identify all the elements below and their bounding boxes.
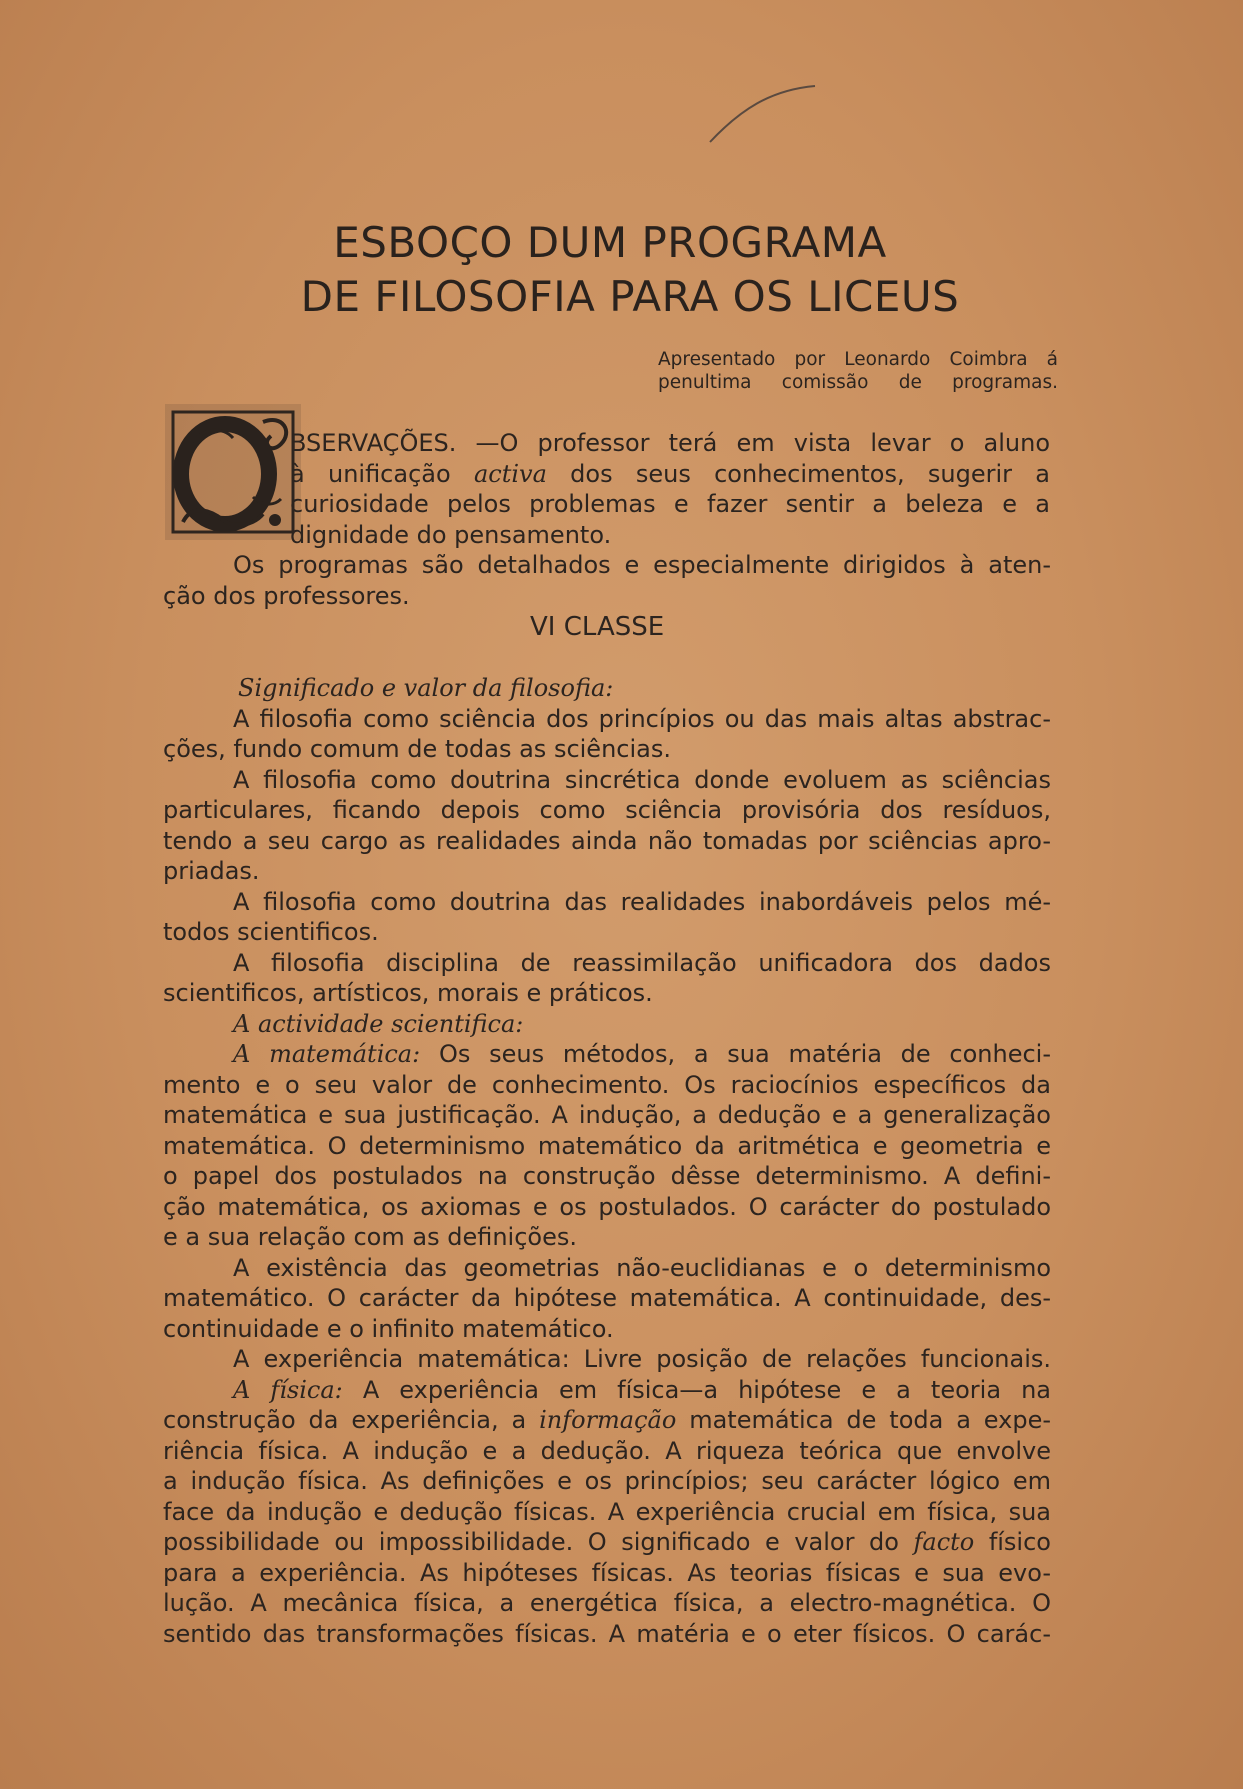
obs-line: BSERVAÇÕES. —O professor terá em vista levar o aluno [290,429,1050,457]
body-line: matemática e sua justificação. A indução, a dedução e a generalização [163,1101,1051,1129]
body-line: scientificos, artísticos, morais e práticos. [163,979,653,1007]
section-heading: A actividade scientifica: [233,1009,524,1038]
pencil-mark-icon [700,80,820,150]
body-line: todos scientificos. [163,918,379,946]
obs-line: dignidade do pensamento. [290,520,612,549]
body-line: mento e o seu valor de conhecimento. Os raciocínios específicos da [163,1070,1051,1099]
body-line: A física: A experiência em física—a hipótese e a teoria na [233,1375,1051,1404]
body-line: A filosofia como doutrina sincrética donde evoluem as sciências [233,765,1051,794]
body-line: a indução física. As definições e os princípios; seu carácter lógico em [163,1467,1051,1495]
body-line: construção da experiência, a informação matemática de toda a expe- [163,1406,1051,1434]
classe-heading: VI CLASSE [530,612,665,642]
body-line: Os programas são detalhados e especialmente dirigidos à aten- [233,551,1051,579]
attribution [658,348,1058,394]
body-line: ções, fundo comum de todas as sciências. [163,735,671,763]
body-line: continuidade e o infinito matemático. [163,1314,614,1343]
obs-line: curiosidade pelos problemas e fazer sentir a beleza e a [290,490,1050,518]
body-line: tendo a seu cargo as realidades ainda não tomadas por sciências apro- [163,826,1051,855]
title-line-2: DE FILOSOFIA PARA OS LICEUS [300,272,960,321]
section-heading: Significado e valor da filosofia: [238,674,614,702]
programas-paragraph [163,550,1051,611]
body-line: particulares, ficando depois como sciência provisória dos resíduos, [163,796,1051,824]
body-line: matemática. O determinismo matemático da aritmética e geometria e [163,1131,1051,1160]
body-line: riência física. A indução e a dedução. A riqueza teórica que envolve [163,1436,1051,1465]
body-line: A matemática: Os seus métodos, a sua matéria de conheci- [233,1040,1052,1068]
subheading: A física: [233,1375,343,1404]
title-line-1: ESBOÇO DUM PROGRAMA [333,218,887,267]
body-line: lução. A mecânica física, a energética física, a electro-magnética. O [163,1589,1051,1617]
body-line: possibilidade ou impossibilidade. O significado e valor do facto físico [163,1528,1051,1556]
body-line: face da indução e dedução físicas. A experiência crucial em física, sua [163,1497,1051,1526]
body-line: A existência das geometrias não-euclidianas e o determinismo [233,1253,1051,1282]
body-line: e a sua relação com as definições. [163,1223,577,1251]
obs-line: à unificação activa dos seus conhecimentos, sugerir a [290,459,1050,488]
body-line: A experiência matemática: Livre posição de relações funcionais. [233,1345,1051,1373]
attribution-line-2: penultima comissão de programas. [658,372,1058,393]
body-line: ção matemática, os axiomas e os postulados. O carácter do postulado [163,1192,1051,1221]
attribution-line-1: Apresentado por Leonardo Coimbra á [658,349,1058,370]
body-line: A filosofia disciplina de reassimilação unificadora dos dados [233,948,1051,977]
observacoes-paragraph [290,428,1050,550]
body-line: matemático. O carácter da hipótese matemática. A continuidade, des- [163,1284,1051,1312]
body-line: para a experiência. As hipóteses físicas. As teorias físicas e sua evo- [163,1558,1051,1587]
ornate-dropcap-icon [163,402,303,542]
section-significado [163,673,1051,1649]
body-line: ção dos professores. [163,581,410,610]
subheading: A matemática: [233,1040,421,1068]
body-line: A filosofia como doutrina das realidades inabordáveis pelos mé- [233,887,1051,916]
body-line: priadas. [163,857,260,885]
body-line: o papel dos postulados na construção dêsse determinismo. A defini- [163,1162,1051,1190]
body-line: sentido das transformações físicas. A matéria e o eter físicos. O carác- [163,1619,1051,1648]
body-line: A filosofia como sciência dos princípios ou das mais altas abstrac- [233,704,1051,733]
